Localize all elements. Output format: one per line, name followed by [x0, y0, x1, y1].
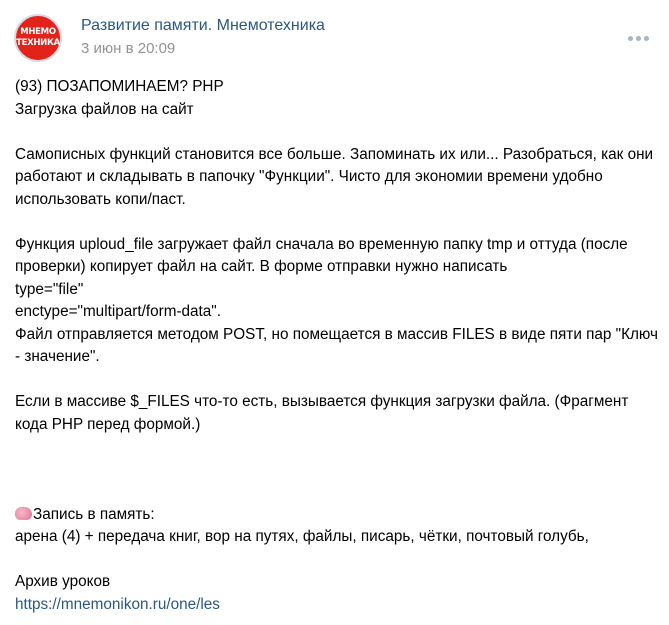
more-dot: [636, 36, 641, 41]
avatar-text-line1: МНЕМО: [20, 27, 56, 37]
more-horizontal-icon[interactable]: [628, 36, 650, 42]
group-avatar[interactable]: [14, 14, 62, 62]
brain-emoji-icon: [15, 507, 32, 520]
post-text: [15, 76, 660, 616]
paragraph-2-line-4: Файл отправляется методом POST, но помещается в массив FILES в виде пяти пар "Ключ - значение".: [15, 325, 659, 365]
paragraph-2-line-1: Функция uploud_file загружает файл сначала во временную папку tmp и оттуда (после проверки) копирует файл на сайт. В форме отправки нужно написать: [15, 235, 628, 275]
post-title: (93) ПОЗАПОМИНАЕМ? PHP: [15, 78, 224, 95]
memory-text: арена (4) + передача книг, вор на путях, файлы, писарь, чётки, почтовый голубь,: [15, 528, 589, 545]
memory-label: Запись в память:: [33, 505, 155, 523]
more-dot: [644, 36, 649, 41]
post-date[interactable]: 3 июн в 20:09: [81, 40, 176, 57]
group-name-link[interactable]: Развитие памяти. Мнемотехника: [81, 17, 325, 34]
more-dot: [628, 36, 633, 41]
avatar-text-line2: ТЕХНИКА: [16, 38, 60, 48]
archive-link[interactable]: https://mnemonikon.ru/one/les: [15, 595, 220, 613]
paragraph-1: Самописных функций становится все больше. Запоминать их или... Разобраться, как они работают и складывать в папочку "Функции". Чисто для экономии времени удобно использовать копи/паст.: [15, 145, 654, 208]
memory-heading: [15, 504, 660, 527]
post-subtitle: Загрузка файлов на сайт: [15, 100, 194, 118]
post-header: [0, 0, 669, 70]
paragraph-3: Если в массиве $_FILES что-то есть, вызывается функция загрузки файла. (Фрагмент кода PHP перед формой.): [15, 393, 629, 433]
paragraph-2-line-2: type="file": [15, 280, 84, 298]
archive-label: Архив уроков: [15, 573, 111, 590]
paragraph-2-line-3: enctype="multipart/form-data".: [15, 303, 221, 320]
